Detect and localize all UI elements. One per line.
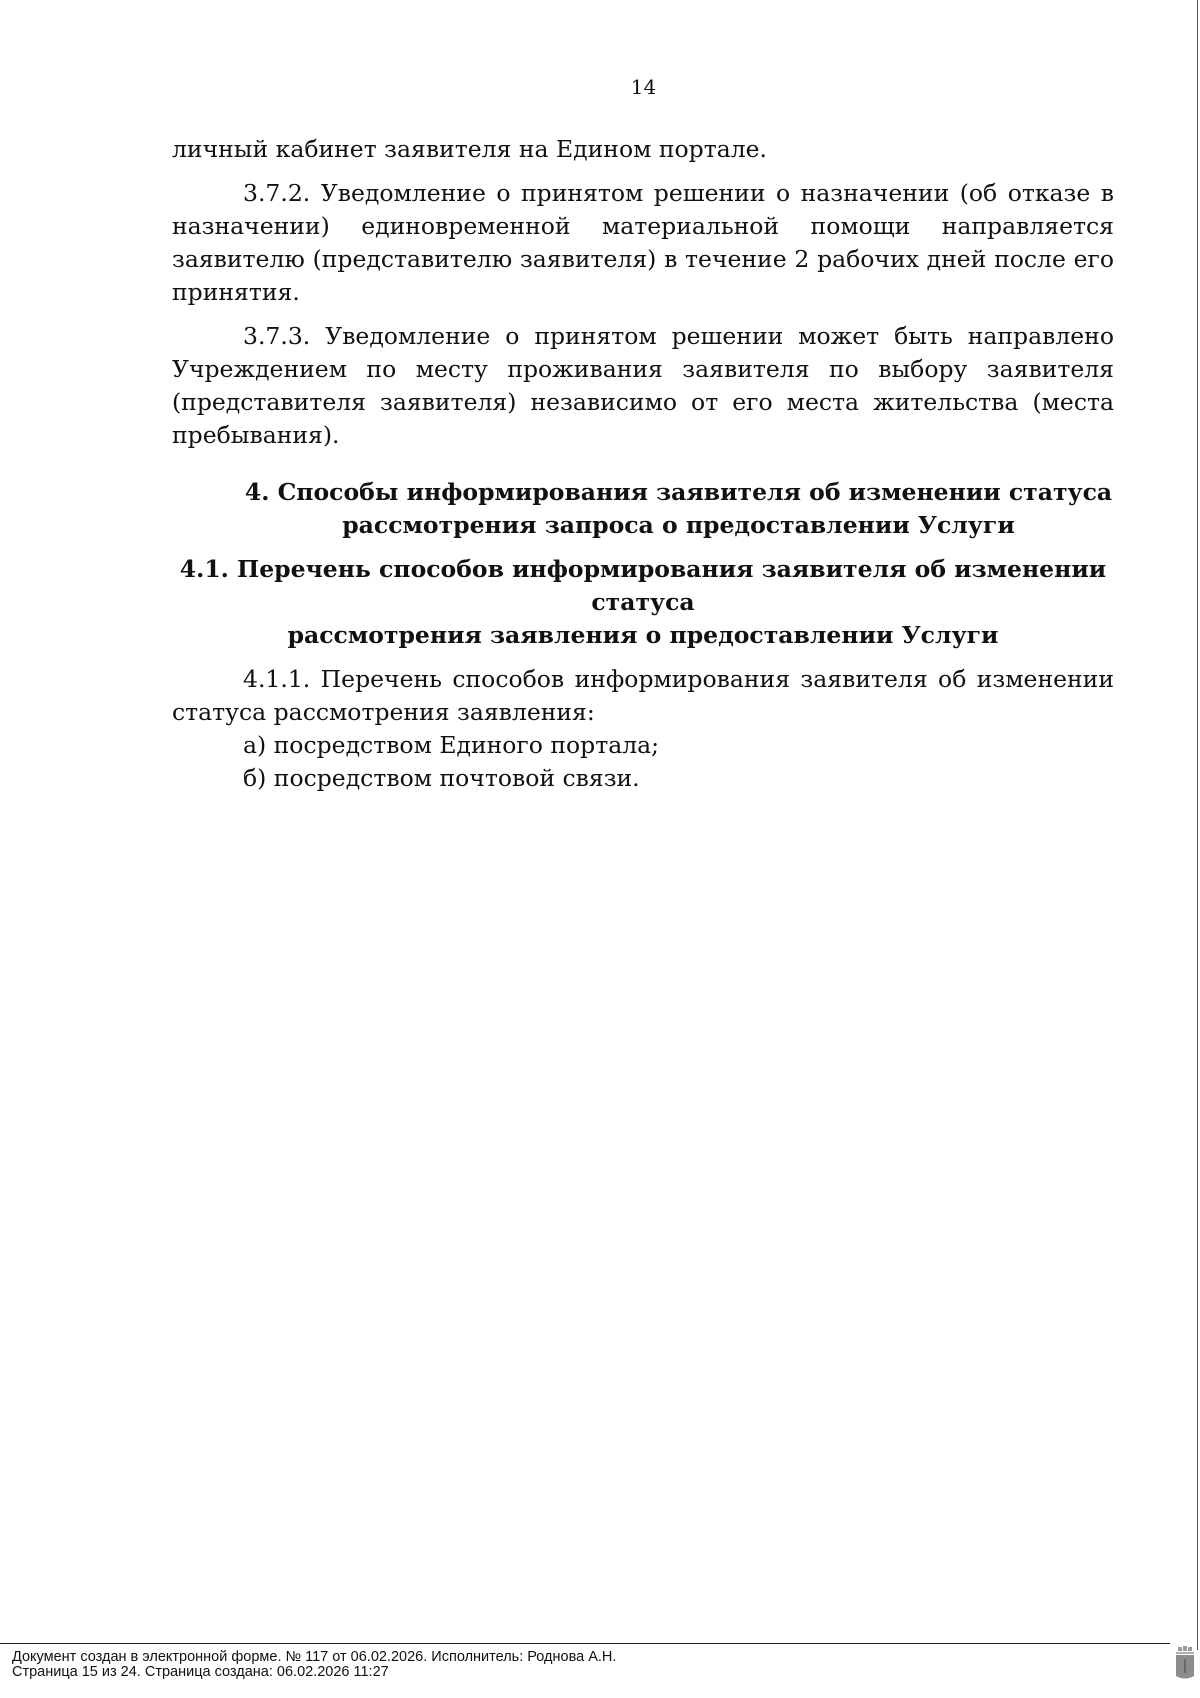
page-edge-rule xyxy=(1197,0,1198,1650)
document-body xyxy=(172,133,1114,795)
section-4-heading-line2: рассмотрения запроса о предоставлении Услуги xyxy=(342,511,1015,539)
footer-line-1: Документ создан в электронной форме. № 117 от 06.02.2026. Исполнитель: Роднова А.Н. xyxy=(12,1649,617,1665)
section-4-1-heading-line1: 4.1. Перечень способов информирования заявителя об изменении статуса xyxy=(179,555,1107,616)
section-4-heading-line1: 4. Способы информирования заявителя об изменении статуса xyxy=(244,478,1113,506)
footer-line-2: Страница 15 из 24. Страница создана: 06.02.2026 11:27 xyxy=(12,1664,389,1680)
list-item-b: б) посредством почтовой связи. xyxy=(243,764,640,792)
footer-divider xyxy=(0,1643,1170,1644)
paragraph-3-7-3: 3.7.3. Уведомление о принятом решении может быть направлено Учреждением по месту проживания заявителя по выбору заявителя (представителя заявителя) независимо от его места жительства (места пребывания). xyxy=(172,322,1114,449)
page-number: 14 xyxy=(630,75,657,99)
section-4-1-heading xyxy=(172,553,1114,652)
list-item-a: а) посредством Единого портала; xyxy=(243,731,660,759)
section-4-heading xyxy=(172,476,1114,542)
paragraph-4-1-1: 4.1.1. Перечень способов информирования заявителя об изменении статуса рассмотрения заявления: xyxy=(172,665,1114,726)
coat-of-arms-icon xyxy=(1173,1646,1197,1682)
paragraph-3-7-2: 3.7.2. Уведомление о принятом решении о назначении (об отказе в назначении) единовременной материальной помощи направляется заявителю (представителю заявителя) в течение 2 рабочих дней после его принятия. xyxy=(172,179,1114,306)
document-footer xyxy=(12,1650,616,1680)
paragraph-continuation: личный кабинет заявителя на Едином портале. xyxy=(172,135,768,163)
section-4-1-heading-line2: рассмотрения заявления о предоставлении Услуги xyxy=(287,621,999,649)
